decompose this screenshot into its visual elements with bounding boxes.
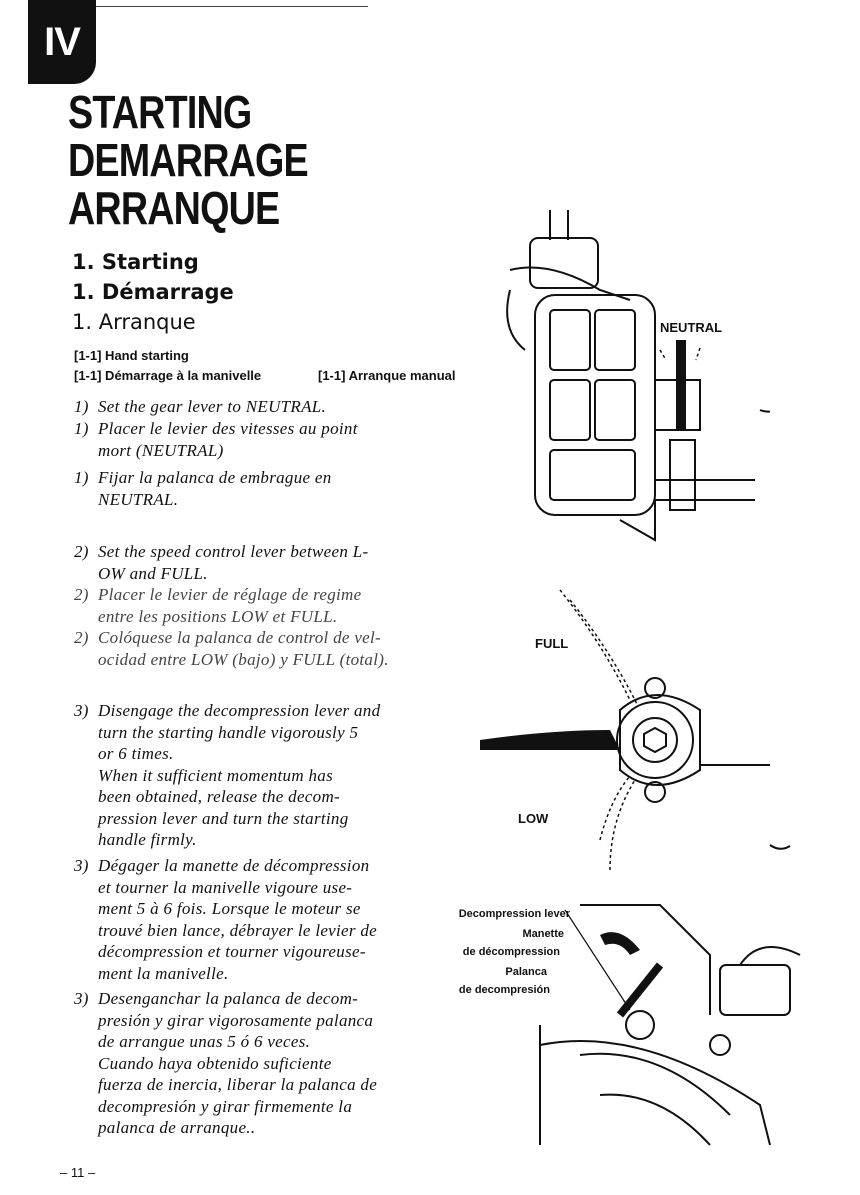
page-title	[68, 88, 308, 232]
decomp-label-es-1: Palanca	[505, 966, 547, 978]
step-2-fr: 2) Placer le levier de réglage de regime entre les positions LOW et FULL.	[74, 585, 362, 626]
decomp-label-fr-2: de décompression	[462, 946, 560, 958]
step-3-fr: 3) Dégager la manette de décompression et tourner la manivelle vigoure use- ment 5 à 6 fois. Lorsque le moteur se trouvé bien lance, débrayer le levier de décompression et tourner vigoureuse- ment la manivelle.	[74, 856, 378, 983]
decompression-lever-illustration	[520, 895, 820, 1155]
decomp-label-fr-1: Manette	[522, 928, 564, 940]
decomp-label-en: Decompression lever	[458, 908, 570, 920]
title-es: ARRANQUE	[68, 182, 280, 234]
neutral-label: NEUTRAL	[660, 320, 723, 335]
subsection-es: [1-1] Arranque manual	[318, 368, 456, 383]
step-3-en: 3) Disengage the decompression lever and turn the starting handle vigorously 5 or 6 times. When it sufficient momentum has been obtained, release the decom- pression lever and turn the starting handle firmly.	[74, 701, 381, 849]
subsection-en: [1-1] Hand starting	[74, 348, 189, 363]
page-number: – 11 –	[60, 1165, 96, 1180]
decomp-label-es-2: de decompresión	[458, 984, 550, 996]
section-title-es: 1. Arranque	[72, 310, 196, 334]
step-3-es: 3) Desenganchar la palanca de decom- presión y girar vigorosamente palanca de arrangue unas 5 ó 6 veces. Cuando haya obtenido suficiente fuerza de inercia, liberar la palanca de decompresión y girar firmemente la palanca de arranque..	[74, 989, 378, 1137]
section-title-fr: 1. Démarrage	[72, 280, 234, 304]
low-label: LOW	[518, 811, 549, 826]
title-fr: DEMARRAGE	[68, 134, 308, 186]
section-title-en: 1. Starting	[72, 250, 199, 274]
title-en: STARTING	[68, 86, 252, 138]
step-1-es: 1) Fijar la palanca de embrague en NEUTRAL.	[74, 468, 332, 509]
speed-control-illustration	[470, 580, 850, 880]
gear-lever-illustration	[490, 200, 770, 550]
subsection-fr: [1-1] Démarrage à la manivelle	[74, 368, 262, 383]
full-label: FULL	[535, 636, 569, 651]
step-2-en: 2) Set the speed control lever between L- OW and FULL.	[74, 542, 369, 583]
step-2-es: 2) Colóquese la palanca de control de vel- ocidad entre LOW (bajo) y FULL (total).	[74, 628, 389, 669]
step-1-en: 1) Set the gear lever to NEUTRAL.	[74, 397, 327, 416]
chapter-tab: IV	[28, 0, 96, 84]
step-1-fr: 1) Placer le levier des vitesses au point mort (NEUTRAL)	[74, 419, 358, 460]
